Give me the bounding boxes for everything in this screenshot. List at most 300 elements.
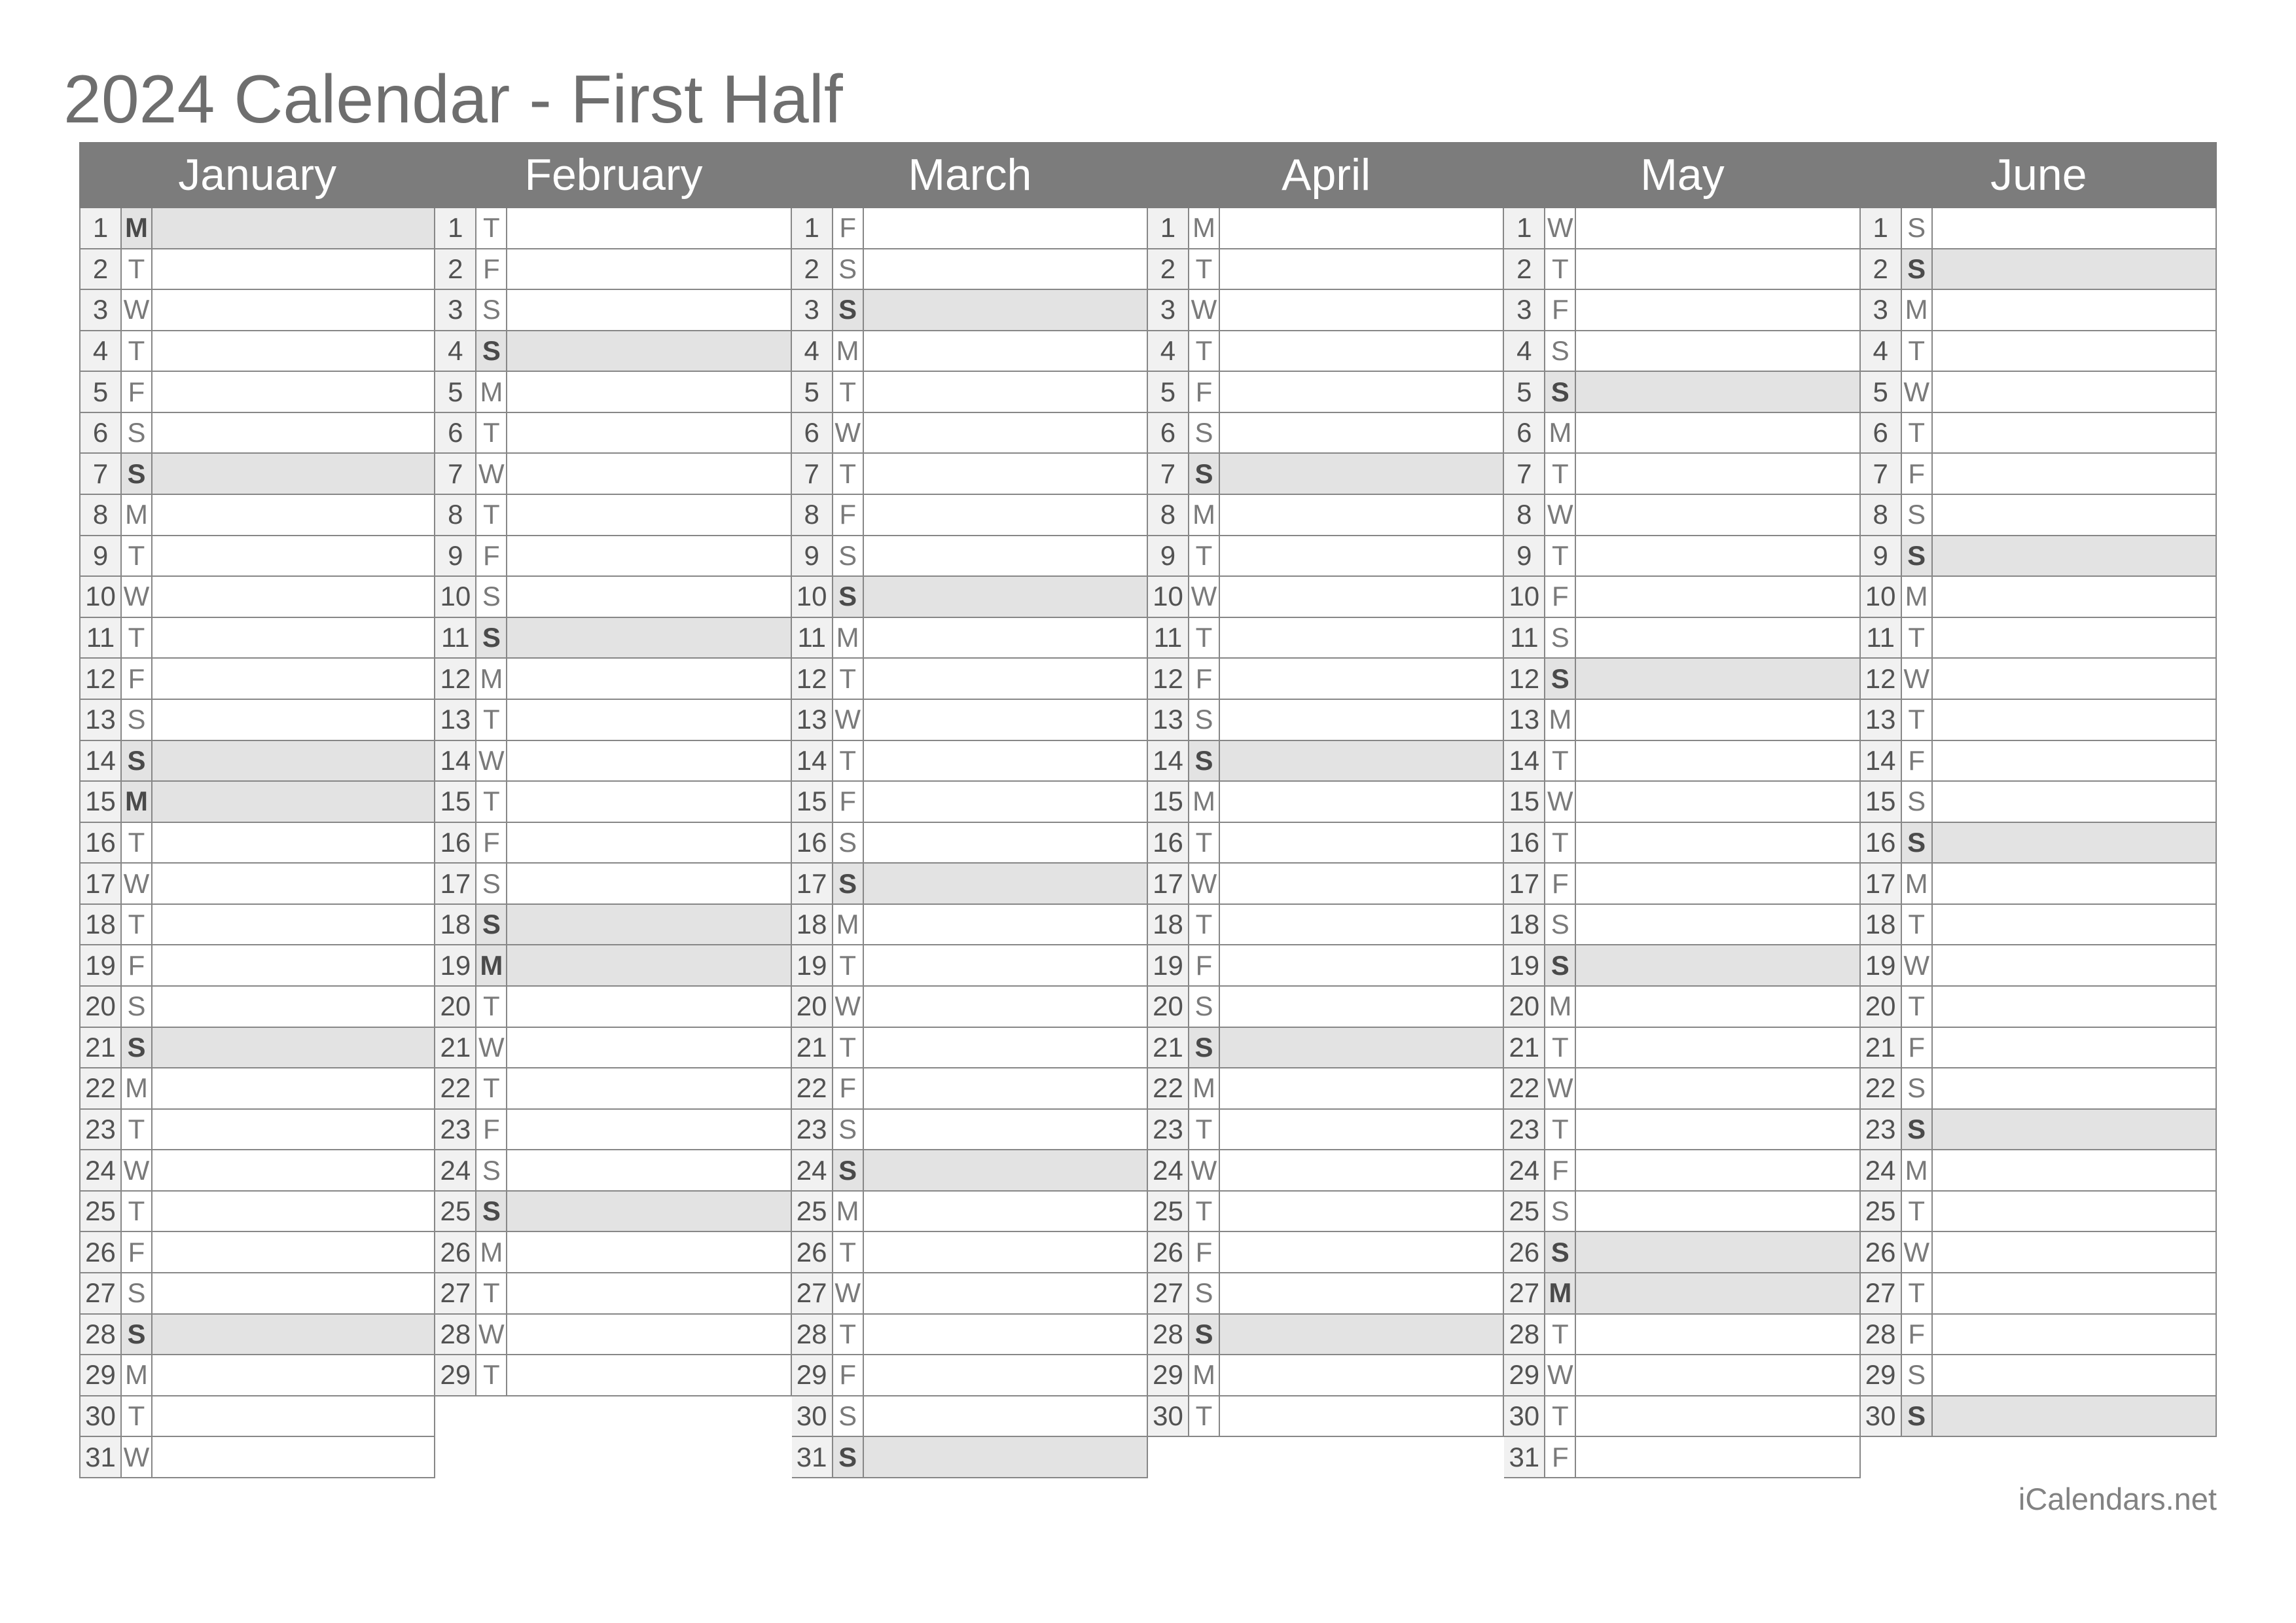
day-row (792, 249, 1148, 291)
day-letter-cell: S (476, 618, 507, 658)
day-notes-cell (1576, 495, 1860, 535)
day-number-cell: 22 (435, 1068, 476, 1108)
day-number-cell: 31 (1504, 1437, 1545, 1477)
day-row (1504, 1355, 1860, 1396)
day-row (79, 1315, 435, 1356)
day-notes-cell (507, 1068, 791, 1108)
day-letter-cell: T (1902, 987, 1933, 1027)
day-number-cell: 24 (435, 1150, 476, 1190)
day-letter-cell: T (476, 987, 507, 1027)
day-number-cell: 31 (81, 1437, 122, 1477)
day-row (792, 1192, 1148, 1233)
day-notes-cell (152, 987, 435, 1027)
day-letter-cell: T (1902, 413, 1933, 453)
day-number-cell: 12 (1861, 659, 1902, 699)
day-letter-cell: T (476, 1355, 507, 1395)
day-number-cell: 1 (1148, 208, 1189, 248)
day-notes-cell (1220, 290, 1504, 330)
day-notes-cell (1576, 208, 1860, 248)
day-number-cell: 19 (1861, 945, 1902, 985)
day-number-cell: 30 (792, 1396, 833, 1436)
day-notes-cell (1933, 659, 2217, 699)
day-letter-cell: S (1545, 945, 1576, 985)
day-notes-cell (1933, 618, 2217, 658)
day-number-cell: 18 (792, 905, 833, 945)
day-letter-cell: W (122, 577, 152, 617)
day-letter-cell: T (1545, 1396, 1576, 1436)
day-number-cell: 15 (1148, 782, 1189, 822)
day-notes-cell (1220, 331, 1504, 371)
day-notes-cell (152, 413, 435, 453)
day-notes-cell (507, 618, 791, 658)
day-row (1504, 782, 1860, 823)
day-row (1504, 1068, 1860, 1110)
day-notes-cell (507, 1110, 791, 1150)
day-number-cell: 3 (435, 290, 476, 330)
day-notes-cell (152, 905, 435, 945)
day-number-cell: 23 (1148, 1110, 1189, 1150)
day-number-cell: 28 (81, 1315, 122, 1355)
day-notes-cell (1220, 413, 1504, 453)
day-number-cell: 4 (435, 331, 476, 371)
day-letter-cell: F (1902, 1315, 1933, 1355)
day-row (435, 249, 791, 291)
day-letter-cell: F (1189, 945, 1220, 985)
day-notes-cell (1576, 823, 1860, 863)
day-letter-cell: M (476, 372, 507, 412)
day-letter-cell: T (122, 823, 152, 863)
day-notes-cell (1933, 1068, 2217, 1108)
day-notes-cell (1576, 905, 1860, 945)
day-number-cell: 1 (792, 208, 833, 248)
day-letter-cell: M (1545, 987, 1576, 1027)
day-row (1504, 987, 1860, 1028)
day-number-cell: 2 (1504, 249, 1545, 289)
day-notes-cell (1576, 1110, 1860, 1150)
day-row (1861, 413, 2217, 454)
day-notes-cell (1576, 1232, 1860, 1272)
day-notes-cell (1220, 1110, 1504, 1150)
day-notes-cell (1220, 1068, 1504, 1108)
day-notes-cell (1576, 618, 1860, 658)
day-row (1861, 1315, 2217, 1356)
day-notes-cell (152, 1232, 435, 1272)
day-row (79, 208, 435, 249)
day-number-cell: 16 (792, 823, 833, 863)
day-row (79, 495, 435, 536)
day-notes-cell (1933, 1110, 2217, 1150)
day-notes-cell (1933, 905, 2217, 945)
day-notes-cell (507, 945, 791, 985)
day-row (1861, 454, 2217, 495)
month-column-february (435, 142, 791, 1396)
day-row (792, 782, 1148, 823)
day-letter-cell: W (1902, 945, 1933, 985)
day-row (79, 987, 435, 1028)
day-letter-cell: S (122, 454, 152, 494)
day-letter-cell: W (1545, 782, 1576, 822)
day-notes-cell (1576, 741, 1860, 781)
day-number-cell: 14 (81, 741, 122, 781)
day-notes-cell (507, 700, 791, 740)
day-number-cell: 13 (435, 700, 476, 740)
day-row (1504, 454, 1860, 495)
day-letter-cell: T (1189, 618, 1220, 658)
day-notes-cell (1576, 454, 1860, 494)
day-letter-cell: S (476, 331, 507, 371)
day-number-cell: 16 (1504, 823, 1545, 863)
day-number-cell: 10 (435, 577, 476, 617)
day-letter-cell: S (476, 1150, 507, 1190)
day-row (1861, 659, 2217, 700)
day-number-cell: 15 (81, 782, 122, 822)
day-letter-cell: F (1189, 372, 1220, 412)
day-notes-cell (1576, 945, 1860, 985)
day-number-cell: 13 (1504, 700, 1545, 740)
day-number-cell: 19 (435, 945, 476, 985)
day-letter-cell: W (122, 1150, 152, 1190)
day-notes-cell (1220, 905, 1504, 945)
day-notes-cell (864, 249, 1148, 289)
day-number-cell: 23 (81, 1110, 122, 1150)
day-row (1148, 1150, 1504, 1192)
day-row (1148, 1068, 1504, 1110)
day-row (1861, 1232, 2217, 1273)
day-letter-cell: F (122, 659, 152, 699)
day-number-cell: 16 (81, 823, 122, 863)
day-notes-cell (152, 782, 435, 822)
day-notes-cell (864, 536, 1148, 576)
day-row (435, 1315, 791, 1356)
day-letter-cell: F (1545, 864, 1576, 903)
day-notes-cell (864, 659, 1148, 699)
day-notes-cell (1576, 1192, 1860, 1231)
day-number-cell: 6 (1861, 413, 1902, 453)
day-letter-cell: W (1189, 864, 1220, 903)
day-number-cell: 18 (81, 905, 122, 945)
day-notes-cell (507, 1355, 791, 1395)
day-row (79, 864, 435, 905)
day-letter-cell: T (833, 372, 864, 412)
day-letter-cell: F (1545, 1150, 1576, 1190)
day-letter-cell: F (122, 945, 152, 985)
day-notes-cell (864, 1192, 1148, 1231)
day-letter-cell: M (1902, 577, 1933, 617)
day-row (435, 864, 791, 905)
day-letter-cell: W (1902, 659, 1933, 699)
day-number-cell: 22 (1504, 1068, 1545, 1108)
day-row (1861, 1355, 2217, 1396)
day-row (1504, 495, 1860, 536)
day-number-cell: 29 (792, 1355, 833, 1395)
day-row (1861, 1028, 2217, 1069)
day-row (792, 1273, 1148, 1315)
day-number-cell: 12 (435, 659, 476, 699)
day-letter-cell: T (476, 495, 507, 535)
day-number-cell: 17 (1504, 864, 1545, 903)
day-number-cell: 4 (792, 331, 833, 371)
day-letter-cell: S (833, 864, 864, 903)
day-notes-cell (152, 1110, 435, 1150)
day-letter-cell: T (1902, 331, 1933, 371)
day-row (79, 577, 435, 618)
day-number-cell: 25 (435, 1192, 476, 1231)
day-notes-cell (1220, 249, 1504, 289)
day-row (1861, 741, 2217, 782)
day-notes-cell (507, 1150, 791, 1190)
day-number-cell: 21 (1504, 1028, 1545, 1068)
day-letter-cell: T (476, 208, 507, 248)
day-row (1148, 1232, 1504, 1273)
day-row (79, 1232, 435, 1273)
day-notes-cell (507, 1232, 791, 1272)
day-letter-cell: T (1545, 823, 1576, 863)
day-letter-cell: T (476, 1273, 507, 1313)
day-number-cell: 24 (1504, 1150, 1545, 1190)
day-letter-cell: S (122, 1315, 152, 1355)
day-row (435, 987, 791, 1028)
day-row (1504, 1110, 1860, 1151)
day-notes-cell (1576, 331, 1860, 371)
day-number-cell: 7 (1861, 454, 1902, 494)
day-letter-cell: S (476, 905, 507, 945)
day-number-cell: 8 (81, 495, 122, 535)
day-row (435, 1028, 791, 1069)
month-column-june (1861, 142, 2217, 1437)
day-number-cell: 22 (792, 1068, 833, 1108)
day-notes-cell (1220, 945, 1504, 985)
day-number-cell: 17 (1148, 864, 1189, 903)
day-number-cell: 5 (1504, 372, 1545, 412)
day-letter-cell: T (1189, 1396, 1220, 1436)
day-notes-cell (152, 208, 435, 248)
day-row (435, 823, 791, 864)
day-notes-cell (152, 249, 435, 289)
day-row (79, 331, 435, 373)
day-letter-cell: S (476, 290, 507, 330)
day-notes-cell (1933, 331, 2217, 371)
day-row (1504, 1315, 1860, 1356)
day-notes-cell (1933, 864, 2217, 903)
day-notes-cell (1933, 945, 2217, 985)
day-notes-cell (1220, 1150, 1504, 1190)
day-number-cell: 9 (1148, 536, 1189, 576)
day-row (79, 249, 435, 291)
day-row (792, 945, 1148, 987)
day-row (1148, 1028, 1504, 1069)
day-row (1148, 1192, 1504, 1233)
day-letter-cell: T (1902, 1273, 1933, 1313)
day-number-cell: 8 (1504, 495, 1545, 535)
day-number-cell: 20 (1504, 987, 1545, 1027)
day-notes-cell (864, 454, 1148, 494)
day-letter-cell: T (833, 659, 864, 699)
day-row (1861, 577, 2217, 618)
day-notes-cell (864, 1150, 1148, 1190)
day-letter-cell: T (1902, 905, 1933, 945)
day-notes-cell (864, 1315, 1148, 1355)
day-notes-cell (1576, 1315, 1860, 1355)
day-number-cell: 4 (1504, 331, 1545, 371)
day-letter-cell: F (1902, 1028, 1933, 1068)
day-number-cell: 15 (435, 782, 476, 822)
day-letter-cell: T (1545, 454, 1576, 494)
day-number-cell: 28 (792, 1315, 833, 1355)
day-number-cell: 25 (792, 1192, 833, 1231)
day-number-cell: 22 (81, 1068, 122, 1108)
day-letter-cell: T (1189, 536, 1220, 576)
day-letter-cell: W (1902, 1232, 1933, 1272)
day-letter-cell: S (833, 1437, 864, 1477)
day-letter-cell: S (122, 413, 152, 453)
day-row (435, 290, 791, 331)
day-row (1861, 618, 2217, 659)
day-row (1504, 618, 1860, 659)
day-letter-cell: M (1545, 413, 1576, 453)
day-number-cell: 23 (792, 1110, 833, 1150)
day-number-cell: 29 (1504, 1355, 1545, 1395)
day-notes-cell (1933, 536, 2217, 576)
day-notes-cell (1220, 618, 1504, 658)
day-row (1861, 1273, 2217, 1315)
day-number-cell: 7 (1504, 454, 1545, 494)
day-letter-cell: S (833, 290, 864, 330)
day-number-cell: 23 (1861, 1110, 1902, 1150)
day-number-cell: 8 (1861, 495, 1902, 535)
day-letter-cell: T (476, 413, 507, 453)
day-letter-cell: S (1902, 1355, 1933, 1395)
day-letter-cell: F (833, 1068, 864, 1108)
day-row (1861, 823, 2217, 864)
day-number-cell: 9 (1861, 536, 1902, 576)
day-number-cell: 11 (1861, 618, 1902, 658)
day-letter-cell: W (1189, 1150, 1220, 1190)
day-row (1861, 1396, 2217, 1438)
day-notes-cell (864, 1273, 1148, 1313)
month-header-february: February (435, 142, 791, 208)
day-notes-cell (507, 372, 791, 412)
day-row (435, 495, 791, 536)
day-letter-cell: T (122, 618, 152, 658)
day-row (1148, 495, 1504, 536)
day-notes-cell (864, 823, 1148, 863)
day-letter-cell: S (1189, 413, 1220, 453)
day-number-cell: 14 (1504, 741, 1545, 781)
day-notes-cell (1220, 1315, 1504, 1355)
day-number-cell: 10 (1861, 577, 1902, 617)
day-number-cell: 30 (81, 1396, 122, 1436)
day-number-cell: 14 (435, 741, 476, 781)
day-number-cell: 17 (81, 864, 122, 903)
day-number-cell: 27 (1148, 1273, 1189, 1313)
day-letter-cell: S (1545, 659, 1576, 699)
day-row (792, 1437, 1148, 1478)
day-notes-cell (152, 454, 435, 494)
day-letter-cell: S (833, 1110, 864, 1150)
day-notes-cell (152, 495, 435, 535)
day-number-cell: 27 (435, 1273, 476, 1313)
day-number-cell: 21 (1148, 1028, 1189, 1068)
day-letter-cell: S (833, 1150, 864, 1190)
day-notes-cell (864, 208, 1148, 248)
day-number-cell: 26 (1861, 1232, 1902, 1272)
day-notes-cell (507, 1192, 791, 1231)
month-column-january (79, 142, 435, 1478)
day-number-cell: 16 (1148, 823, 1189, 863)
day-letter-cell: T (1545, 1110, 1576, 1150)
day-row (435, 1192, 791, 1233)
day-number-cell: 18 (1148, 905, 1189, 945)
day-number-cell: 7 (435, 454, 476, 494)
day-number-cell: 25 (1504, 1192, 1545, 1231)
day-row (792, 413, 1148, 454)
day-letter-cell: S (1902, 823, 1933, 863)
day-row (435, 1232, 791, 1273)
day-letter-cell: T (1189, 1192, 1220, 1231)
day-number-cell: 11 (792, 618, 833, 658)
day-letter-cell: S (1902, 1068, 1933, 1108)
day-row (79, 741, 435, 782)
day-letter-cell: W (122, 864, 152, 903)
day-row (1861, 331, 2217, 373)
day-letter-cell: T (1902, 1192, 1933, 1231)
day-notes-cell (152, 577, 435, 617)
day-letter-cell: S (833, 249, 864, 289)
day-notes-cell (507, 823, 791, 863)
day-notes-cell (152, 1355, 435, 1395)
day-row (1504, 823, 1860, 864)
day-letter-cell: S (1189, 454, 1220, 494)
day-row (79, 372, 435, 413)
day-number-cell: 14 (1861, 741, 1902, 781)
day-number-cell: 10 (792, 577, 833, 617)
day-notes-cell (1220, 495, 1504, 535)
day-number-cell: 18 (1861, 905, 1902, 945)
day-notes-cell (1933, 577, 2217, 617)
day-letter-cell: W (476, 454, 507, 494)
day-number-cell: 12 (792, 659, 833, 699)
page-title: 2024 Calendar - First Half (63, 62, 843, 137)
day-letter-cell: F (1902, 454, 1933, 494)
day-letter-cell: F (1545, 1437, 1576, 1477)
day-notes-cell (1220, 700, 1504, 740)
day-notes-cell (152, 700, 435, 740)
day-letter-cell: T (833, 741, 864, 781)
day-number-cell: 13 (792, 700, 833, 740)
day-notes-cell (864, 495, 1148, 535)
day-number-cell: 7 (792, 454, 833, 494)
day-row (792, 577, 1148, 618)
day-number-cell: 27 (792, 1273, 833, 1313)
day-notes-cell (1220, 1232, 1504, 1272)
day-letter-cell: T (476, 782, 507, 822)
day-letter-cell: T (1545, 249, 1576, 289)
day-letter-cell: M (122, 1068, 152, 1108)
day-letter-cell: M (476, 945, 507, 985)
day-number-cell: 23 (1504, 1110, 1545, 1150)
day-letter-cell: S (1902, 208, 1933, 248)
day-letter-cell: T (1189, 249, 1220, 289)
day-letter-cell: T (122, 1110, 152, 1150)
day-notes-cell (864, 905, 1148, 945)
day-letter-cell: S (1902, 1396, 1933, 1436)
day-notes-cell (507, 208, 791, 248)
calendar-table (79, 142, 2217, 1478)
day-letter-cell: T (1545, 741, 1576, 781)
day-number-cell: 28 (1504, 1315, 1545, 1355)
day-notes-cell (1220, 1028, 1504, 1068)
day-row (1504, 1028, 1860, 1069)
